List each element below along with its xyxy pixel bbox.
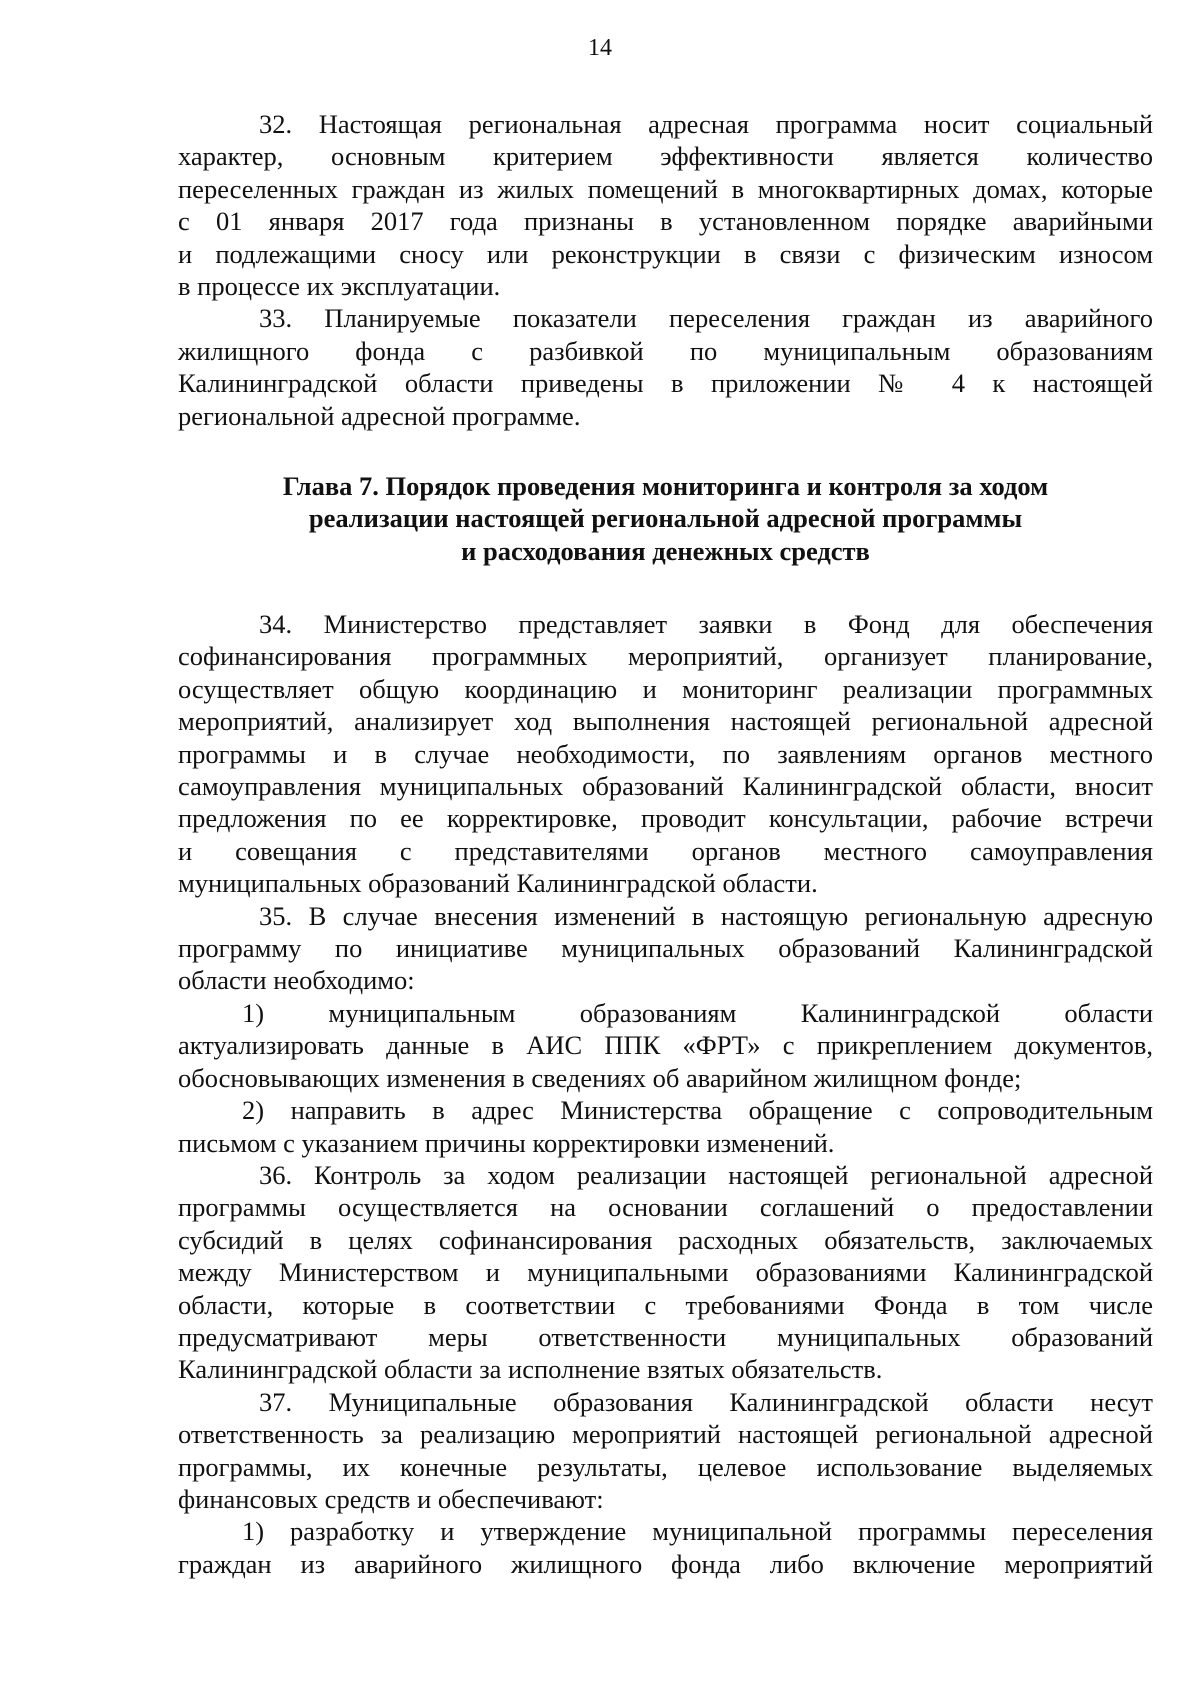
text-line: программы осуществляется на основании соглашений о предоставлении xyxy=(178,1192,1153,1223)
text-line: предусматривают меры ответственности муниципальных образований xyxy=(178,1321,1153,1352)
text-line: программу по инициативе муниципальных образований Калининградской xyxy=(178,933,1153,964)
body-text-sections-32-33 xyxy=(178,108,1153,432)
text-line: 35. В случае внесения изменений в настоящую региональную адресную xyxy=(259,900,1153,931)
text-line: между Министерством и муниципальными образованиями Калининградской xyxy=(178,1257,1153,1288)
text-line: и подлежащими сносу или реконструкции в связи с физическим износом xyxy=(178,238,1153,269)
text-line: региональной адресной программе. xyxy=(178,400,581,431)
text-line: 32. Настоящая региональная адресная программа носит социальный xyxy=(259,109,1153,139)
text-line: граждан из аварийного жилищного фонда либо включение мероприятий xyxy=(178,1548,1153,1579)
body-text-sections-34-37 xyxy=(178,608,1153,1580)
text-line: осуществляет общую координацию и мониторинг реализации программных xyxy=(178,673,1153,704)
chapter-heading xyxy=(178,470,1153,567)
text-line: в процессе их эксплуатации. xyxy=(178,271,501,302)
text-line: 34. Министерство представляет заявки в Фонд для обеспечения xyxy=(259,609,1153,639)
text-line: Калининградской области приведены в приложении № 4 к настоящей xyxy=(178,368,1153,399)
text-line: самоуправления муниципальных образований Калининградской области, вносит xyxy=(178,771,1153,802)
text-line: предложения по ее корректировке, проводит консультации, рабочие встречи xyxy=(178,803,1153,834)
text-line: области необходимо: xyxy=(178,965,415,996)
text-line: 1) муниципальным образованиям Калининградской области xyxy=(242,997,1153,1028)
text-line: мероприятий, анализирует ход выполнения настоящей региональной адресной xyxy=(178,706,1153,737)
text-line: области, которые в соответствии с требованиями Фонда в том числе xyxy=(178,1289,1153,1320)
text-line: 2) направить в адрес Министерства обращение с сопроводительным xyxy=(242,1095,1153,1126)
text-line: 36. Контроль за ходом реализации настоящей региональной адресной xyxy=(259,1159,1153,1190)
text-line: и совещания с представителями органов местного самоуправления xyxy=(178,835,1153,866)
text-line: программы, их конечные результаты, целевое использование выделяемых xyxy=(178,1451,1153,1482)
heading-line: Глава 7. Порядок проведения мониторинга и контроля за ходом xyxy=(282,471,1049,501)
text-line: письмом с указанием причины корректировки изменений. xyxy=(178,1127,835,1158)
text-line: 37. Муниципальные образования Калининградской области несут xyxy=(259,1386,1153,1417)
text-line: софинансирования программных мероприятий, организует планирование, xyxy=(178,641,1153,672)
text-line: переселенных граждан из жилых помещений в многоквартирных домах, которые xyxy=(178,173,1153,204)
heading-line: и расходования денежных средств xyxy=(461,535,870,566)
text-line: 33. Планируемые показатели переселения граждан из аварийного xyxy=(259,303,1153,334)
text-line: характер, основным критерием эффективности является количество xyxy=(178,141,1153,172)
text-line: муниципальных образований Калининградской области. xyxy=(178,868,818,899)
text-line: 1) разработку и утверждение муниципальной программы переселения xyxy=(242,1516,1153,1547)
text-line: программы и в случае необходимости, по заявлениям органов местного xyxy=(178,738,1153,769)
text-line: жилищного фонда с разбивкой по муниципальным образованиям xyxy=(178,335,1153,366)
text-line: финансовых средств и обеспечивают: xyxy=(178,1483,604,1514)
text-line: Калининградской области за исполнение взятых обязательств. xyxy=(178,1354,883,1385)
text-line: актуализировать данные в АИС ППК «ФРТ» с прикреплением документов, xyxy=(178,1030,1153,1061)
text-line: субсидий в целях софинансирования расходных обязательств, заключаемых xyxy=(178,1224,1153,1255)
text-line: с 01 января 2017 года признаны в установленном порядке аварийными xyxy=(178,206,1153,237)
page-number: 14 xyxy=(588,35,612,61)
text-line: ответственность за реализацию мероприятий настоящей региональной адресной xyxy=(178,1419,1153,1450)
text-line: обосновывающих изменения в сведениях об аварийном жилищном фонде; xyxy=(178,1062,1022,1093)
heading-line: реализации настоящей региональной адресной программы xyxy=(308,503,1023,534)
